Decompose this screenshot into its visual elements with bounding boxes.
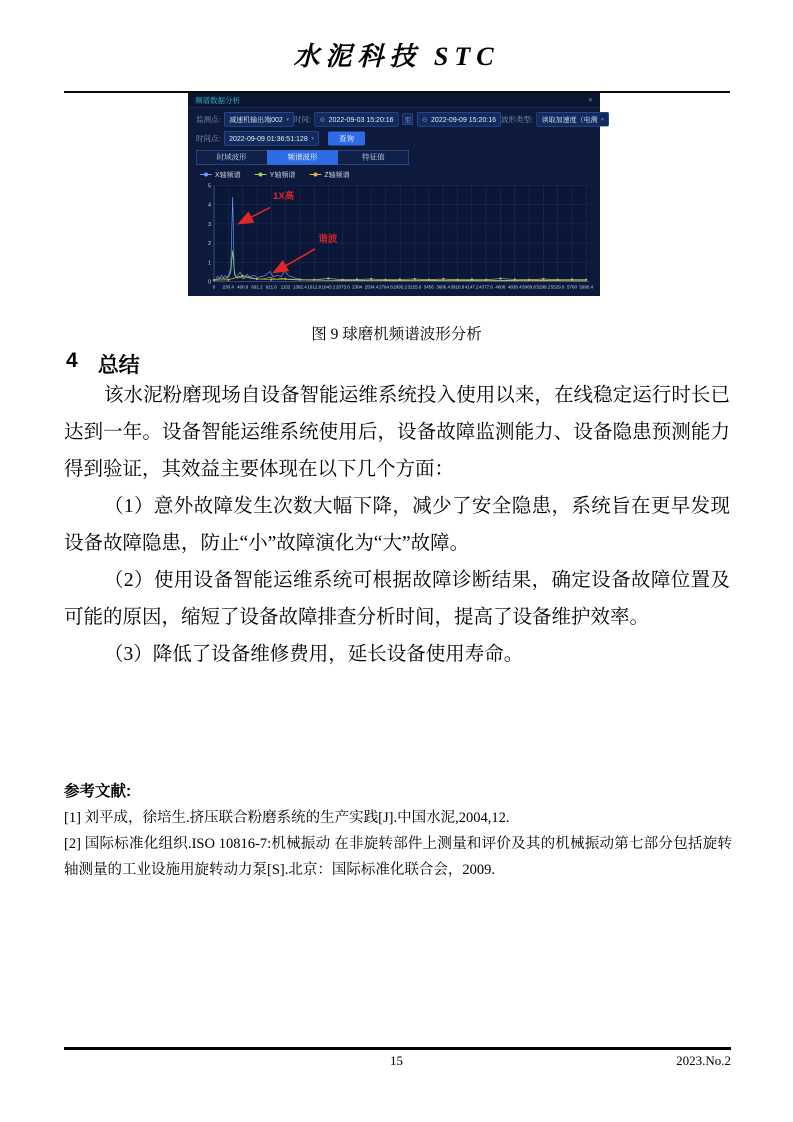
section-number: 4	[66, 349, 78, 372]
legend-label: X轴频谱	[215, 170, 241, 179]
figure-caption: 图 9 球磨机频谱波形分析	[311, 326, 482, 343]
reference-item: [1] 刘平成，徐培生.挤压联合粉磨系统的生产实践[J].中国水泥,2004,12.	[64, 810, 510, 826]
svg-text:2534.4: 2534.4	[364, 284, 379, 290]
svg-text:5068.8: 5068.8	[522, 284, 536, 290]
svg-text:3916.8: 3916.8	[450, 284, 465, 290]
svg-text:2304: 2304	[352, 284, 363, 290]
tab[interactable]: 特征值	[338, 151, 408, 165]
svg-text:0: 0	[212, 284, 216, 290]
legend-label: Z轴频谱	[324, 170, 350, 179]
time-to-value: 2022-09-09 15:20:16	[431, 115, 497, 124]
monitor-point-label: 监测点:	[196, 115, 221, 124]
legend-label: Y轴频谱	[269, 170, 296, 179]
svg-text:3686.4: 3686.4	[436, 284, 450, 290]
svg-text:4147.2: 4147.2	[464, 284, 479, 290]
references-list	[64, 805, 732, 883]
svg-text:3456: 3456	[423, 284, 434, 290]
svg-text:5990.4: 5990.4	[579, 284, 594, 290]
wave-type-value: 读取加速度（电测	[541, 115, 598, 124]
svg-text:1843.2: 1843.2	[321, 284, 336, 290]
tab[interactable]: 时域波形	[197, 151, 268, 165]
spectrum-chart	[196, 181, 596, 297]
clock-icon: ⊙	[422, 115, 428, 123]
references-heading: 参考文献:	[64, 783, 132, 800]
svg-text:2073.6: 2073.6	[335, 284, 350, 290]
svg-text:2: 2	[207, 241, 211, 248]
legend-item[interactable]	[255, 170, 296, 180]
chevron-down-icon: ▾	[311, 135, 314, 142]
svg-text:1612.8: 1612.8	[307, 284, 322, 290]
svg-text:1X高: 1X高	[273, 190, 295, 202]
section-body	[64, 377, 730, 673]
legend-marker-icon	[309, 174, 321, 175]
legend-marker-icon	[200, 174, 212, 175]
svg-text:谐波: 谐波	[318, 234, 338, 246]
window-title: 频谱数据分析	[195, 96, 241, 105]
svg-text:5: 5	[207, 183, 211, 190]
filter-bar	[188, 108, 604, 300]
footer-divider	[64, 1047, 731, 1050]
time-point-select[interactable]	[224, 131, 319, 146]
legend-marker-icon	[255, 174, 267, 175]
close-icon[interactable]: ×	[588, 95, 593, 105]
svg-text:691.2: 691.2	[251, 284, 263, 290]
chevron-down-icon: ▾	[286, 116, 290, 123]
svg-text:5760: 5760	[566, 284, 577, 290]
svg-text:4: 4	[207, 202, 211, 209]
clock-icon: ⊙	[319, 115, 326, 123]
svg-text:460.8: 460.8	[237, 284, 249, 290]
svg-text:1152: 1152	[280, 284, 291, 290]
journal-title: 水泥科技 STC	[293, 42, 500, 71]
svg-text:2764.8: 2764.8	[378, 284, 393, 290]
svg-text:2995.2: 2995.2	[393, 284, 408, 290]
time-range-separator: 至	[403, 114, 414, 126]
section-title: 总结	[97, 354, 140, 377]
svg-text:1: 1	[207, 260, 211, 267]
references	[64, 779, 732, 883]
tab[interactable]: 频谱波形	[267, 151, 338, 165]
svg-text:4838.4: 4838.4	[507, 284, 522, 290]
window-title-bar	[188, 93, 600, 108]
svg-text:4377.6: 4377.6	[479, 284, 493, 290]
svg-text:921.6: 921.6	[265, 284, 277, 290]
svg-text:1382.4: 1382.4	[293, 284, 307, 290]
time-from-input[interactable]	[315, 112, 399, 127]
time-from-value: 2022-09-03 15:20:16	[328, 115, 394, 124]
svg-text:230.4: 230.4	[222, 284, 234, 290]
paragraph: （2）使用设备智能运维系统可根据故障诊断结果，确定设备故障位置及可能的原因，缩短了设备故障排查分析时间，提高了设备维护效率。	[64, 570, 730, 628]
chevron-down-icon: ▾	[601, 116, 604, 123]
query-button[interactable]: 查询	[328, 131, 365, 145]
svg-text:3225.6: 3225.6	[407, 284, 422, 290]
legend-item[interactable]	[309, 170, 349, 180]
waveform-tabs	[196, 150, 409, 165]
legend-item[interactable]	[200, 170, 241, 180]
monitor-point-value: 减速机输出端002	[229, 115, 283, 124]
time-point-value: 2022-09-09 01:36:51:128	[229, 134, 308, 143]
issue-number: 2023.No.2	[676, 1053, 731, 1068]
wave-type-select[interactable]	[537, 112, 609, 127]
monitor-point-select[interactable]	[224, 112, 294, 127]
page-number: 15	[390, 1053, 403, 1068]
chart-legend	[200, 170, 592, 180]
paragraph: （1）意外故障发生次数大幅下降，减少了安全隐患，系统旨在更早发现设备故障隐患，防止“小”故障演化为“大”故障。	[64, 496, 730, 554]
spectrum-analysis-window	[188, 93, 604, 296]
svg-text:3: 3	[207, 221, 211, 228]
section-heading	[66, 349, 140, 379]
time-to-input[interactable]	[417, 112, 501, 127]
paragraph: （3）降低了设备维修费用，延长设备使用寿命。	[103, 644, 524, 665]
svg-text:5529.6: 5529.6	[550, 284, 565, 290]
svg-text:0: 0	[207, 279, 211, 286]
paragraph: 该水泥粉磨现场自设备智能运维系统投入使用以来，在线稳定运行时长已达到一年。设备智能运维系统使用后，设备故障监测能力、设备隐患预测能力得到验证，其效益主要体现在以下几个方面：	[64, 385, 730, 480]
wave-type-label: 波形类型:	[501, 115, 534, 124]
time-range-label: 时间:	[294, 115, 312, 124]
svg-text:5299.2: 5299.2	[536, 284, 551, 290]
svg-text:4608: 4608	[495, 284, 506, 290]
time-point-label: 时间点:	[196, 134, 221, 143]
reference-item: [2] 国际标准化组织.ISO 10816-7:机械振动 在非旋转部件上测量和评价及其的机械振动第七部分包括旋转轴测量的工业设施用旋转动力泵[S].北京：国际标准化联合会，2009.	[64, 836, 732, 878]
